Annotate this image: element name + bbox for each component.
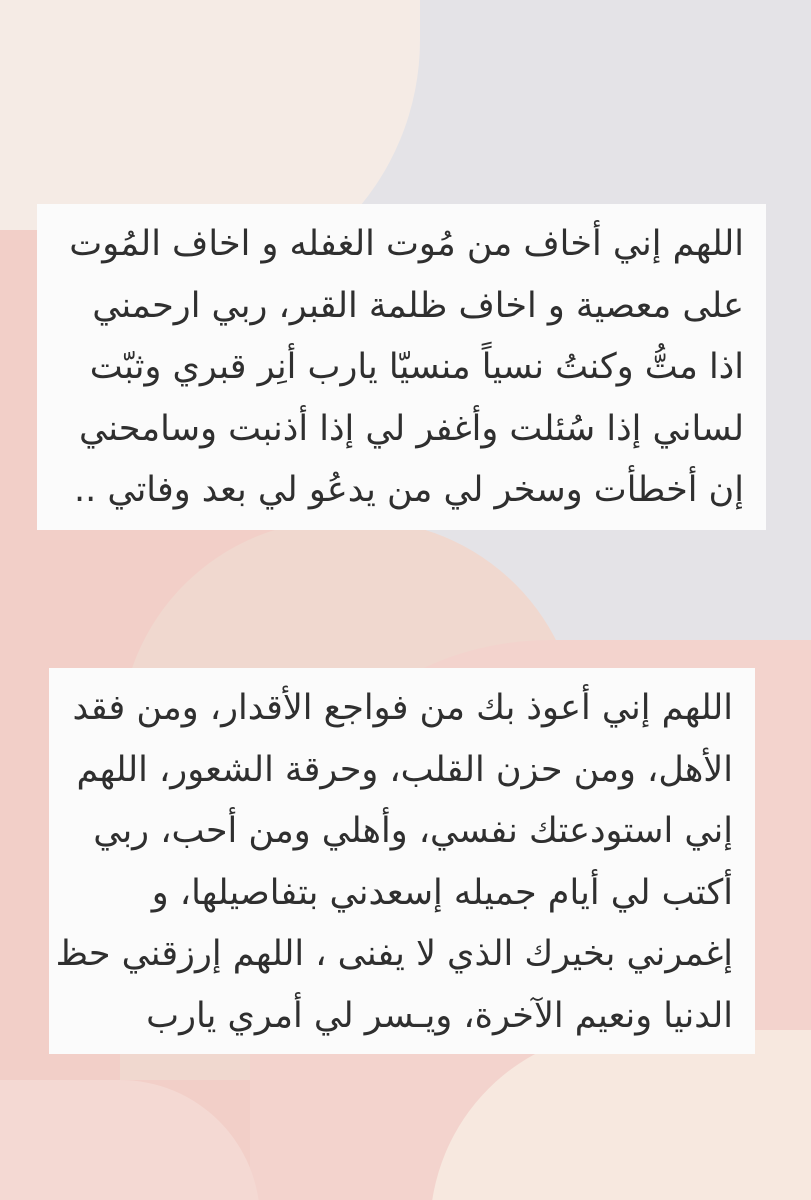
prayer-line: لساني إذا سُئلت وأغفر لي إذا أذنبت وسامحني bbox=[79, 408, 744, 449]
prayer-text-card-2 bbox=[49, 668, 755, 1054]
prayer-line: الدنيا ونعيم الآخرة، ويـسر لي أمري يارب bbox=[146, 995, 733, 1036]
prayer-line: إن أخطأت وسخر لي من يدعُو لي بعد وفاتي .. bbox=[74, 470, 744, 510]
prayer-line: على معصية و اخاف ظلمة القبر، ربي ارحمني bbox=[92, 285, 744, 326]
prayer-line: اللهم إني أعوذ بك من فواجع الأقدار، ومن فقد bbox=[72, 688, 733, 728]
prayer-line: اذا متُّ وكنتُ نسياً منسيّا يارب أنِر قبري وثبّت bbox=[89, 347, 744, 387]
prayer-text-card-1 bbox=[37, 204, 766, 530]
prayer-line: إني استودعتك نفسي، وأهلي ومن أحب، ربي bbox=[93, 811, 733, 851]
prayer-line: الأهل، ومن حزن القلب، وحرقة الشعور، اللهم bbox=[76, 749, 733, 790]
prayer-line: اللهم إني أخاف من مُوت الغفله و اخاف المُوت bbox=[69, 224, 744, 264]
prayer-line: إغمرني بخيرك الذي لا يفنى ، اللهم إرزقني حظ bbox=[55, 934, 733, 974]
prayer-line: أكتب لي أيام جميله إسعدني بتفاصيلها، و bbox=[151, 872, 733, 913]
